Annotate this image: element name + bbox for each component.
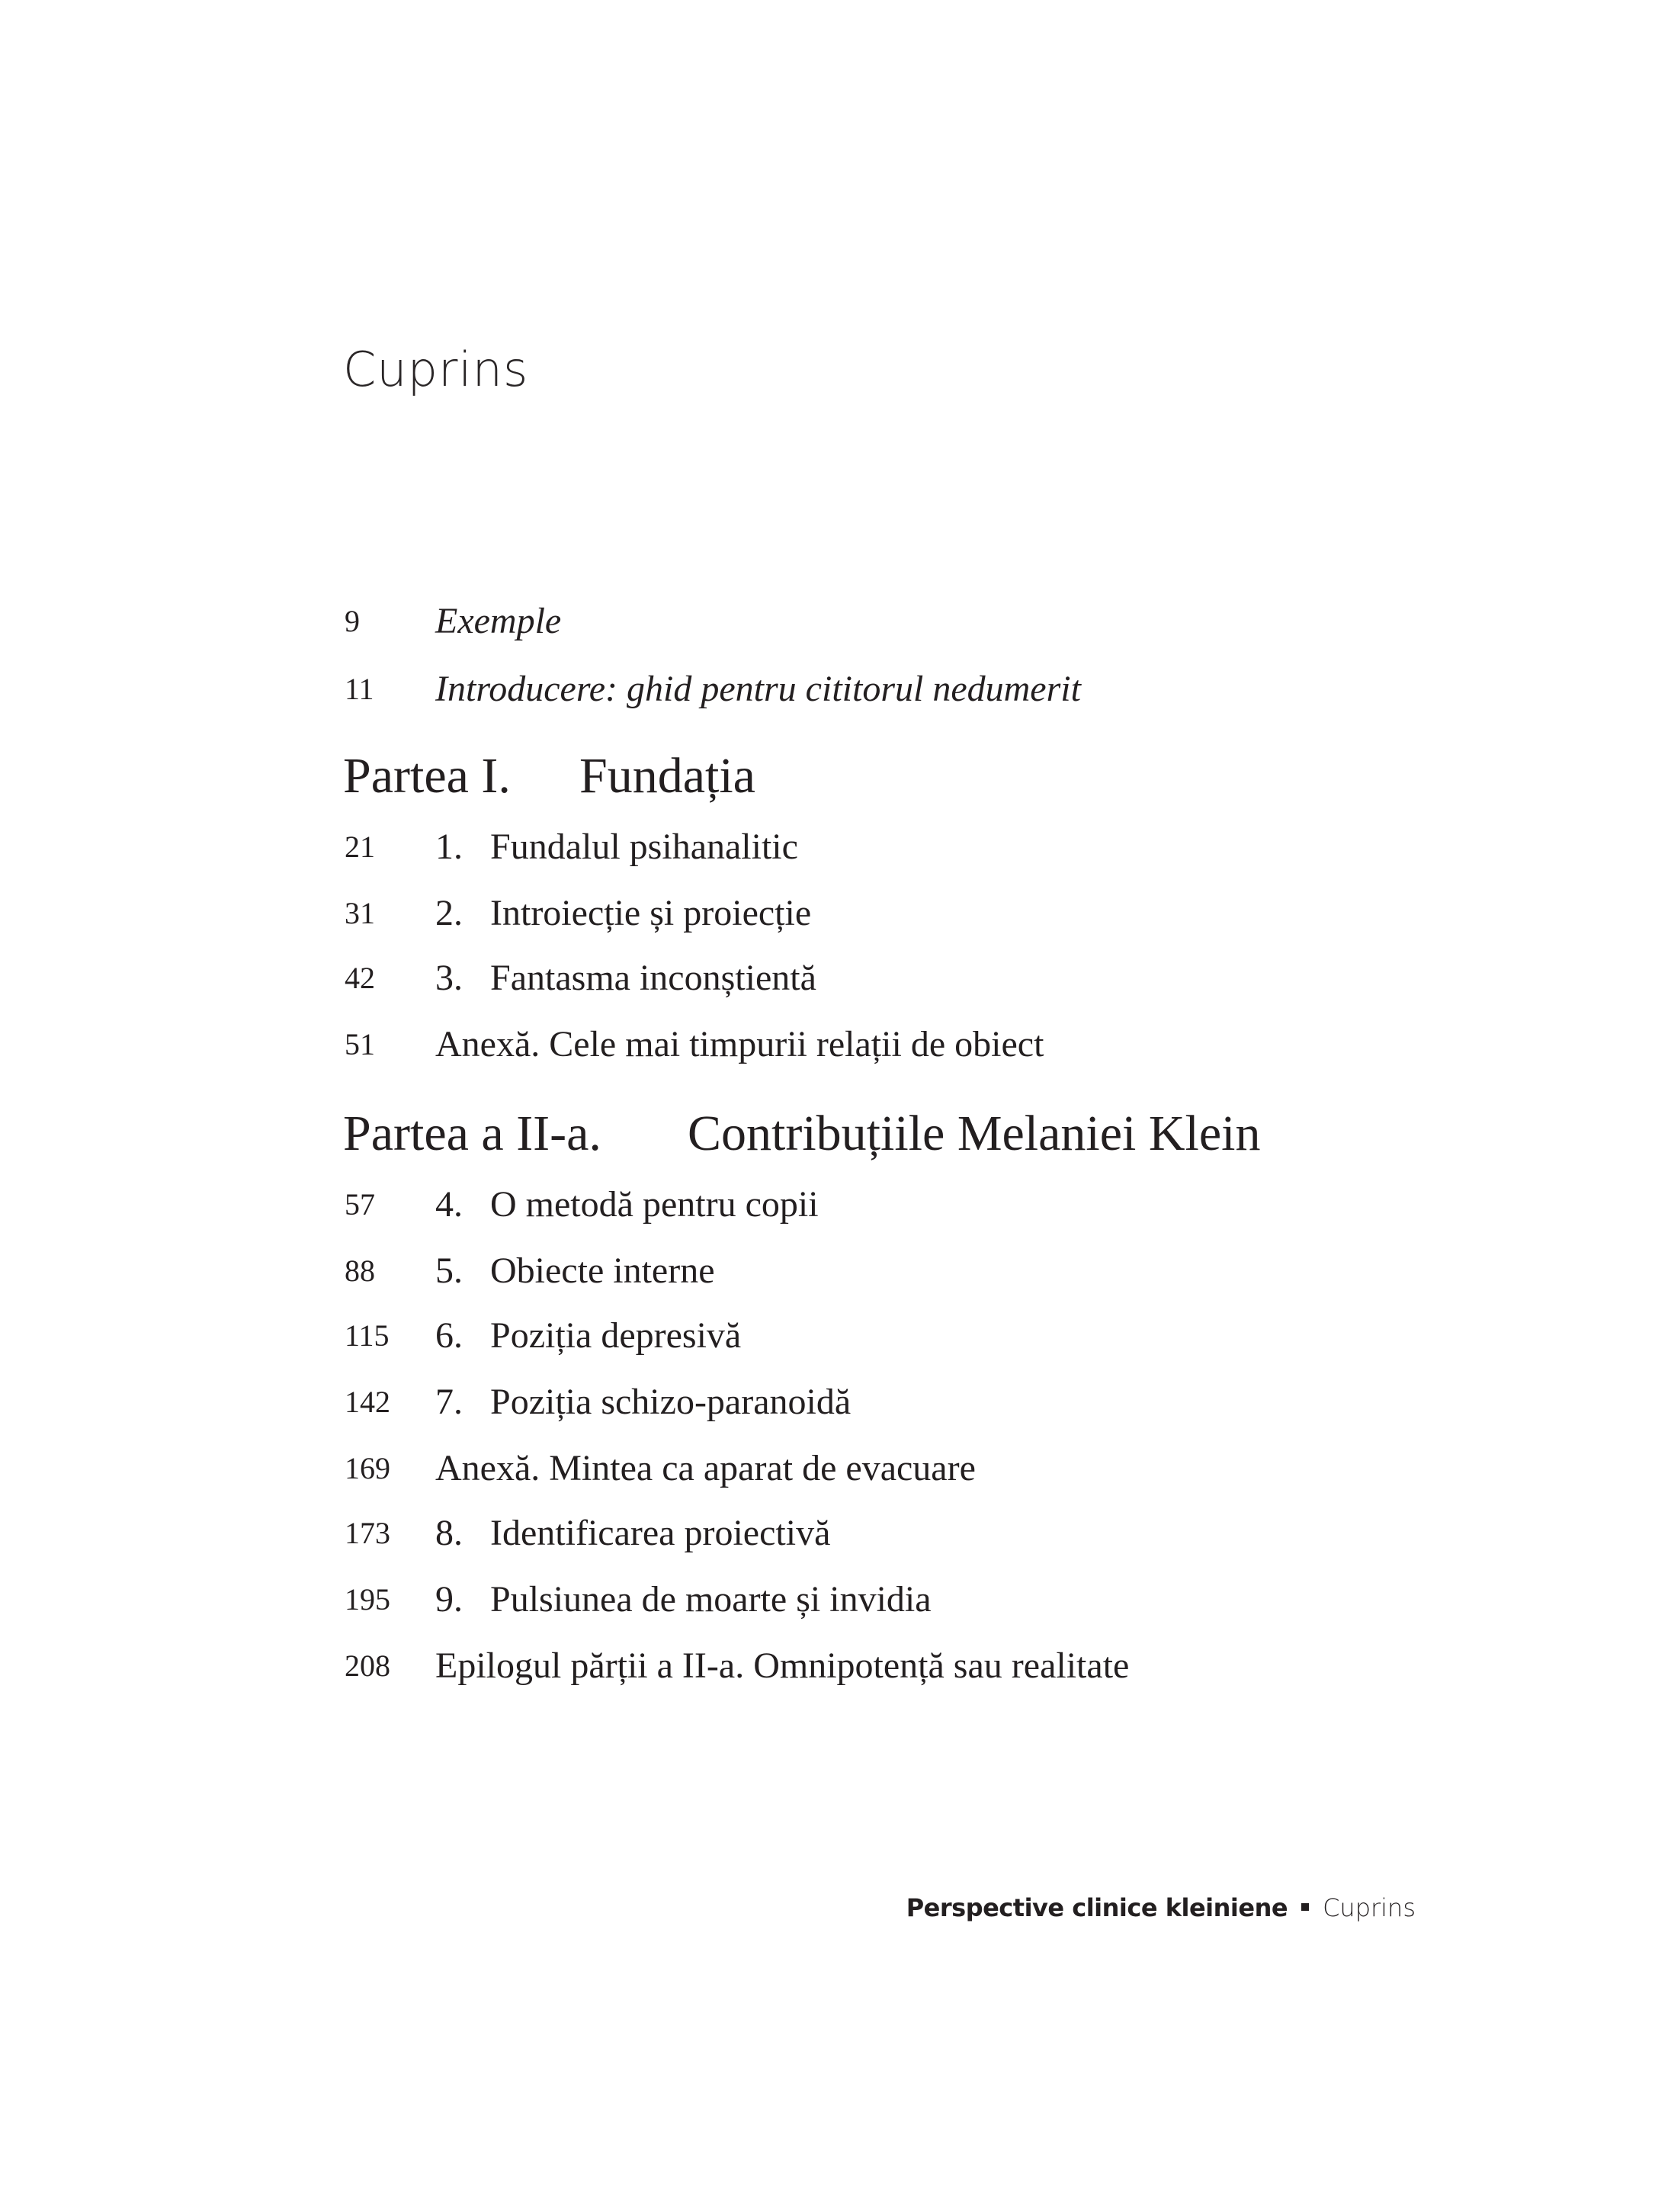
- chapter-title: Poziția depresivă: [490, 1315, 742, 1356]
- chapter-title: Poziția schizo-paranoidă: [490, 1382, 852, 1422]
- toc-entry: [435, 1313, 741, 1359]
- chapter-title: Identificarea proiectivă: [490, 1513, 831, 1553]
- chapter-number: 8.: [435, 1513, 463, 1553]
- toc-entry: [435, 824, 798, 870]
- toc-entry: [435, 891, 811, 936]
- square-bullet-icon: [1301, 1903, 1309, 1911]
- chapter-title: Introiecție și proiecție: [490, 893, 812, 933]
- toc-entry-title: Anexă. Cele mai timpurii relații de obiect: [435, 1024, 1044, 1064]
- chapter-number: 2.: [435, 893, 463, 933]
- toc-entry-title: Exemple: [435, 601, 562, 641]
- chapter-title: Obiecte interne: [490, 1250, 715, 1291]
- chapter-number: 3.: [435, 958, 463, 998]
- chapter-number: 5.: [435, 1250, 463, 1291]
- toc-entry: [435, 1248, 715, 1294]
- page-title: Cuprins: [343, 342, 529, 397]
- chapter-number: 7.: [435, 1382, 463, 1422]
- toc-page-number: 173: [345, 1516, 390, 1550]
- toc-page-number: 115: [345, 1318, 390, 1353]
- running-footer: [906, 1893, 1416, 1923]
- toc-entry-title: Epilogul părții a II-a. Omnipotență sau realitate: [435, 1645, 1130, 1686]
- chapter-number: 4.: [435, 1184, 463, 1225]
- chapter-number: 6.: [435, 1315, 463, 1356]
- part-label: Partea I.: [343, 748, 511, 804]
- part-title: Fundația: [579, 748, 755, 804]
- toc-page-number: 51: [345, 1027, 375, 1061]
- chapter-title: Fantasma inconștientă: [490, 958, 816, 998]
- toc-entry: [435, 1511, 830, 1556]
- toc-page-number: 31: [345, 896, 375, 930]
- toc-page-number: 142: [345, 1385, 390, 1419]
- toc-page-number: 88: [345, 1254, 375, 1288]
- part-heading: [343, 1103, 1261, 1164]
- chapter-title: Fundalul psihanalitic: [490, 827, 798, 867]
- toc-entry: [435, 1577, 932, 1623]
- part-title: Contribuțiile Melaniei Klein: [688, 1106, 1261, 1161]
- part-label: Partea a II-a.: [343, 1106, 601, 1161]
- toc-page-number: 9: [345, 604, 360, 638]
- toc-entry: [435, 1182, 819, 1228]
- chapter-number: 9.: [435, 1579, 463, 1620]
- toc-entry: [435, 1379, 851, 1425]
- toc-page-number: 11: [345, 672, 374, 706]
- part-heading: [343, 746, 755, 807]
- footer-book-title: Perspective clinice kleiniene: [906, 1893, 1288, 1922]
- toc-page-number: 195: [345, 1582, 390, 1616]
- toc-entry: [435, 955, 816, 1001]
- toc-page-number: 21: [345, 830, 375, 864]
- toc-entry-title: Anexă. Mintea ca aparat de evacuare: [435, 1448, 976, 1488]
- toc-entry-title: Introducere: ghid pentru cititorul nedumerit: [435, 669, 1081, 709]
- footer-section: Cuprins: [1323, 1893, 1416, 1922]
- chapter-number: 1.: [435, 827, 463, 867]
- toc-page-number: 169: [345, 1451, 390, 1485]
- toc-page-number: 57: [345, 1187, 375, 1222]
- chapter-title: O metodă pentru copii: [490, 1184, 819, 1225]
- chapter-title: Pulsiunea de moarte și invidia: [490, 1579, 932, 1620]
- toc-page-number: 42: [345, 961, 375, 995]
- toc-page-number: 208: [345, 1649, 390, 1683]
